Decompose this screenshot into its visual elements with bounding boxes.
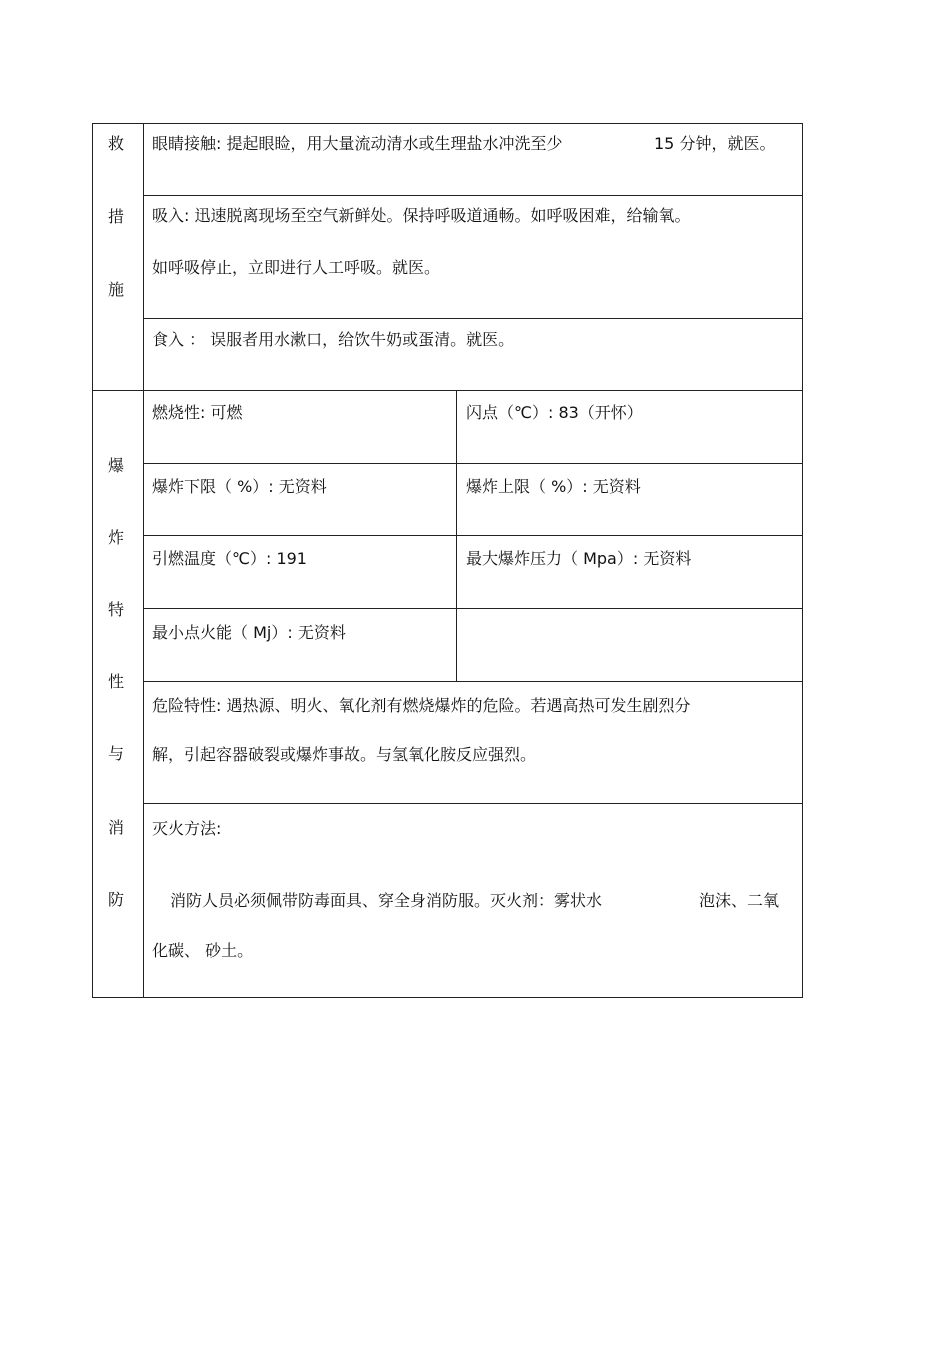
- row-divider: [143, 318, 803, 319]
- lower-explosive-limit-cell: 爆炸下限（ %）: 无资料: [152, 477, 327, 496]
- eye-contact-text: 眼睛接触: 提起眼睑，用大量流动清水或生理盐水冲洗至少: [152, 134, 563, 153]
- extinguishing-text-line2: 化碳、 砂土。: [152, 941, 254, 960]
- ignition-temperature-cell: 引燃温度（℃）: 191: [152, 549, 307, 568]
- extinguishing-text-line1b: 泡沫、二氧: [699, 891, 780, 910]
- fire-label-char: 爆: [107, 456, 124, 475]
- extinguishing-text-line1a: 消防人员必须佩带防毒面具、穿全身消防服。灭火剂：雾状水: [170, 891, 603, 910]
- row-divider: [143, 195, 803, 196]
- fire-label-char: 性: [107, 672, 124, 691]
- row-divider: [143, 535, 803, 536]
- inhalation-text-line1: 吸入: 迅速脱离现场至空气新鲜处。保持呼吸道通畅。如呼吸困难，给输氧。: [152, 206, 691, 225]
- min-ignition-energy-cell: 最小点火能（ Mj）: 无资料: [152, 623, 346, 642]
- row-divider: [143, 803, 803, 804]
- hazard-text-line1: 危险特性: 遇热源、明火、氧化剂有燃烧爆炸的危险。若遇高热可发生剧烈分: [152, 696, 691, 715]
- first-aid-label-char: 措: [107, 207, 124, 226]
- label-column-divider: [143, 123, 144, 998]
- ingestion-text: 食入 ： 误服者用水漱口，给饮牛奶或蛋清。就医。: [152, 330, 515, 349]
- flammability-cell: 燃烧性: 可燃: [152, 403, 243, 422]
- fire-label-char: 消: [107, 818, 124, 837]
- section-divider: [92, 390, 803, 391]
- max-explosion-pressure-cell: 最大爆炸压力（ Mpa）: 无资料: [466, 549, 692, 568]
- eye-contact-duration: 15 分钟，就医。: [654, 134, 776, 153]
- first-aid-label-char: 救: [107, 134, 124, 153]
- fire-label-char: 特: [107, 600, 124, 619]
- inhalation-text-line2: 如呼吸停止，立即进行人工呼吸。就医。: [152, 258, 441, 277]
- fire-label-char: 与: [107, 744, 124, 763]
- fire-label-char: 炸: [107, 528, 124, 547]
- row-divider: [143, 608, 803, 609]
- property-column-divider: [456, 390, 457, 681]
- first-aid-label-char: 施: [107, 280, 124, 299]
- flash-point-cell: 闪点（℃）: 83（开怀）: [466, 403, 643, 422]
- hazard-text-line2: 解，引起容器破裂或爆炸事故。与氢氧化胺反应强烈。: [152, 745, 537, 764]
- row-divider: [143, 463, 803, 464]
- row-divider: [143, 681, 803, 682]
- fire-label-char: 防: [107, 890, 124, 909]
- upper-explosive-limit-cell: 爆炸上限（ %）: 无资料: [466, 477, 641, 496]
- extinguishing-title: 灭火方法:: [152, 819, 222, 838]
